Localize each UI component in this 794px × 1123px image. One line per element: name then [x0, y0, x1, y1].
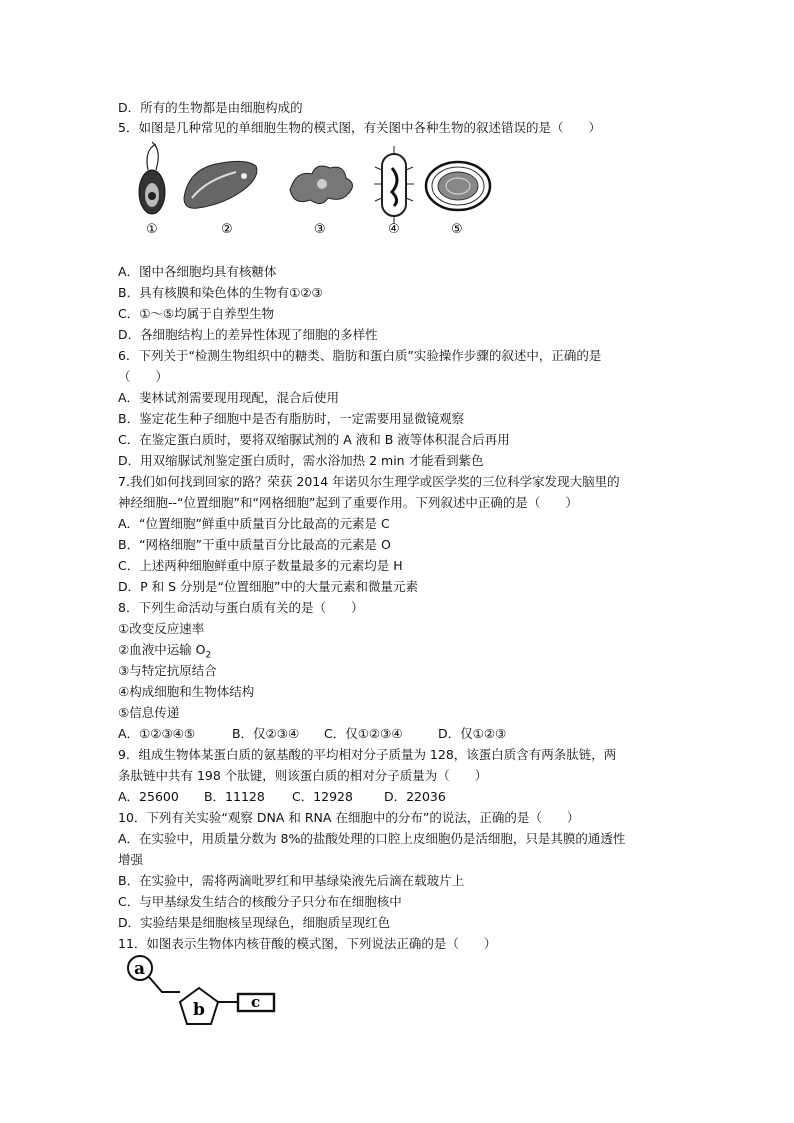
q9-option-c: C．12928 [291, 789, 353, 804]
q9-option-d: D．22036 [383, 789, 446, 804]
label-a: a [134, 959, 146, 979]
q5-stem: 5．如图是几种常见的单细胞生物的模式图，有关图中各种生物的叙述错误的是（ ） [118, 120, 601, 135]
q10-option-a-cont: 增强 [118, 852, 144, 867]
q6-option-b: B．鉴定花生种子细胞中是否有脂肪时，一定需要用显微镜观察 [118, 411, 465, 426]
q8-item-3: ③与特定抗原结合 [118, 663, 217, 678]
q9-stem-cont: 条肽链中共有 198 个肽键，则该蛋白质的相对分子质量为（ ） [118, 768, 488, 783]
q5-option-d: D．各细胞结构上的差异性体现了细胞的多样性 [118, 327, 378, 342]
label-b: b [193, 1000, 205, 1020]
bond-a-b [149, 977, 180, 992]
q7-option-b: B．“网格细胞”干重中质量百分比最高的元素是 O [118, 537, 391, 552]
organism-label-2: ② [221, 222, 233, 237]
q7-stem: 7.我们如何找到回家的路？荣获 2014 年诺贝尔生理学或医学奖的三位科学家发现大脑里的 [118, 474, 620, 489]
q9-stem: 9．组成生物体某蛋白质的氨基酸的平均相对分子质量为 128，该蛋白质含有两条肽链，两 [118, 747, 617, 762]
q6-stem: 6．下列关于“检测生物组织中的糖类、脂肪和蛋白质”实验操作步骤的叙述中，正确的是 [118, 348, 602, 363]
q8-item-1: ①改变反应速率 [118, 621, 205, 636]
q4-option-d: D．所有的生物都是由细胞构成的 [118, 100, 303, 115]
organism-label-3: ③ [314, 222, 326, 237]
organism-label-5: ⑤ [451, 222, 463, 237]
q6-option-c: C．在鉴定蛋白质时，要将双缩脲试剂的 A 液和 B 液等体积混合后再用 [118, 432, 510, 447]
organism-label-1: ① [146, 222, 158, 237]
organism-5-drawing [426, 162, 490, 210]
q5-option-a: A．图中各细胞均具有核糖体 [118, 264, 277, 279]
organism-label-4: ④ [388, 222, 400, 237]
q10-option-d: D．实验结果是细胞核呈现绿色，细胞质呈现红色 [118, 915, 391, 930]
q8-option-c: C．仅①②③④ [323, 726, 403, 741]
q7-stem-cont: 神经细胞--“位置细胞”和“网格细胞”起到了重要作用。下列叙述中正确的是（ ） [118, 495, 578, 510]
q6-option-a: A．斐林试剂需要现用现配，混合后使用 [118, 390, 340, 405]
label-c: c [251, 993, 261, 1011]
nucleotide-diagram [124, 952, 284, 1032]
q9-option-b: B．11128 [203, 789, 265, 804]
organism-4-drawing [374, 146, 414, 224]
q10-stem: 10．下列有关实验“观察 DNA 和 RNA 在细胞中的分布”的说法，正确的是（ ） [118, 810, 580, 825]
q8-option-b: B．仅②③④ [231, 726, 300, 741]
q7-option-c: C．上述两种细胞鲜重中原子数量最多的元素均是 H [118, 558, 403, 573]
q9-options [118, 787, 446, 807]
q8-option-d: D．仅①②③ [437, 726, 507, 741]
q11-stem: 11．如图表示生物体内核苷酸的模式图，下列说法正确的是（ ） [118, 936, 497, 951]
q5-option-c: C．①～⑤均属于自养型生物 [118, 306, 275, 321]
q10-option-b: B．在实验中，需将两滴吡罗红和甲基绿染液先后滴在载玻片上 [118, 873, 465, 888]
q9-option-a: A．25600 [118, 789, 179, 804]
q7-option-a: A．“位置细胞”鲜重中质量百分比最高的元素是 C [118, 516, 390, 531]
q8-item-5: ⑤信息传递 [118, 705, 180, 720]
q8-options [118, 724, 506, 744]
organism-1-drawing [139, 142, 165, 214]
q8-option-a: A．①②③④⑤ [118, 726, 196, 741]
q10-option-c: C．与甲基绿发生结合的核酸分子只分布在细胞核中 [118, 894, 402, 909]
organism-3-drawing [290, 166, 353, 204]
q8-stem: 8．下列生命活动与蛋白质有关的是（ ） [118, 600, 364, 615]
q6-stem-cont: （ ） [118, 369, 169, 384]
q7-option-d: D．P 和 S 分别是“位置细胞”中的大量元素和微量元素 [118, 579, 418, 594]
q10-option-a: A．在实验中，用质量分数为 8%的盐酸处理的口腔上皮细胞仍是活细胞，只是其膜的通透性 [118, 831, 626, 846]
q8-item-4: ④构成细胞和生物体结构 [118, 684, 255, 699]
q8-item-2-subscript: 2 [205, 650, 212, 661]
organism-2-drawing [184, 161, 257, 208]
q6-option-d: D．用双缩脲试剂鉴定蛋白质时，需水浴加热 2 min 才能看到紫色 [118, 453, 484, 468]
q5-figure [126, 140, 506, 238]
q5-option-b: B．具有核膜和染色体的生物有①②③ [118, 285, 323, 300]
q8-item-2-text: ②血液中运输 O [118, 642, 206, 657]
